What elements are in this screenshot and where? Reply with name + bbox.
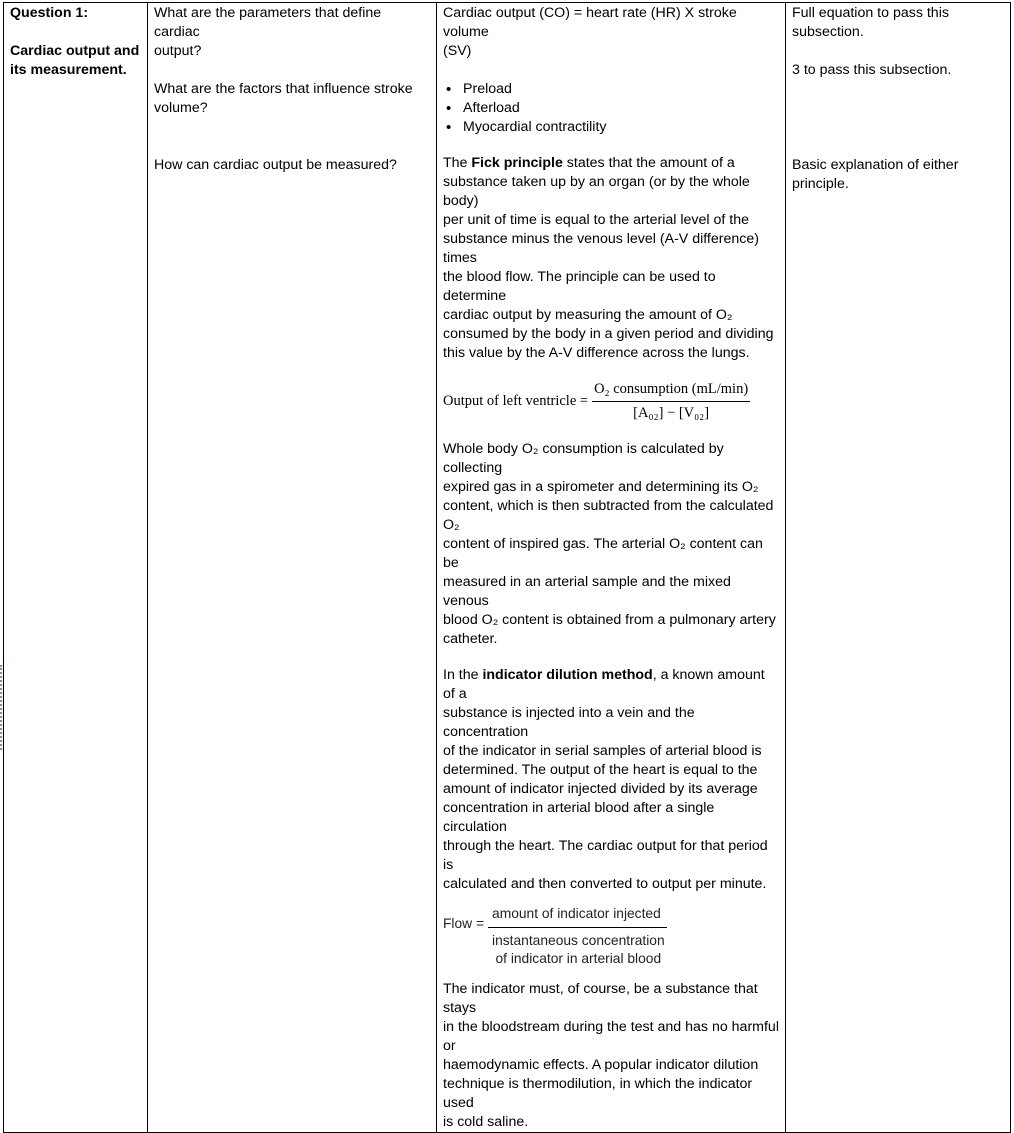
co-equation-line1: Cardiac output (CO) = heart rate (HR) X stroke volume: [443, 5, 737, 40]
marking-criteria-cell: [786, 3, 1011, 1133]
criterion-2: 3 to pass this subsection.: [792, 62, 952, 78]
fick-line-1: The Fick principle states that the amount of a: [443, 155, 735, 171]
subquestion-2-line2: volume?: [154, 100, 208, 116]
flow-denominator-line1: instantaneous concentration: [492, 933, 665, 948]
list-item: • Myocardial contractility: [463, 118, 779, 137]
paragraph-line: blood O₂ content is obtained from a pulmonary artery: [443, 612, 776, 628]
flow-equation-lhs: Flow =: [443, 916, 485, 931]
fick-equation: [443, 380, 779, 423]
criterion-1-line2: subsection.: [792, 24, 864, 40]
fick-numerator: O₂ consumption (mL/min): [592, 380, 750, 402]
paragraph-line: is cold saline.: [443, 1114, 529, 1130]
fick-line: per unit of time is equal to the arterial level of the: [443, 212, 749, 228]
paragraph-line: of the indicator in serial samples of arterial blood is: [443, 743, 762, 759]
indicator-paragraph: [443, 666, 779, 894]
paragraph-line: determined. The output of the heart is equal to the: [443, 762, 758, 778]
list-item: • Afterload: [463, 99, 779, 118]
flow-equation: [443, 904, 779, 968]
paragraph-line: Whole body O₂ consumption is calculated by collecting: [443, 441, 724, 476]
fick-equation-lhs: Output of left ventricle =: [443, 393, 589, 409]
paragraph-line: content of inspired gas. The arterial O₂ content can be: [443, 536, 763, 571]
saline-paragraph: [443, 980, 779, 1132]
question-cell: [4, 3, 148, 1133]
paragraph-line: amount of indicator injected divided by its average: [443, 781, 758, 797]
fick-denominator: [A₀₂] − [V₀₂]: [633, 405, 710, 421]
subquestions-cell: [148, 3, 437, 1133]
paragraph-line: concentration in arterial blood after a single circulation: [443, 800, 715, 835]
fick-line: cardiac output by measuring the amount of O₂: [443, 307, 733, 323]
paragraph-line: content, which is then subtracted from the calculated O₂: [443, 498, 774, 533]
criterion-1-line1: Full equation to pass this: [792, 5, 949, 21]
question-title-line2: its measurement.: [10, 62, 127, 78]
subquestion-1-line1: What are the parameters that define cardiac: [154, 5, 382, 40]
answers-cell: [437, 3, 786, 1133]
flow-numerator: amount of indicator injected: [488, 904, 667, 928]
table-row: [4, 3, 1011, 1133]
paragraph-line: calculated and then converted to output per minute.: [443, 876, 767, 892]
fick-line: this value by the A-V difference across the lungs.: [443, 345, 750, 361]
indicator-line-1: In the indicator dilution method, a known amount of a: [443, 667, 765, 702]
fick-line: substance minus the venous level (A-V difference) times: [443, 231, 759, 266]
paragraph-line: measured in an arterial sample and the mixed venous: [443, 574, 731, 609]
paragraph-line: technique is thermodilution, in which the indicator used: [443, 1076, 753, 1111]
flow-denominator-line2: of indicator in arterial blood: [495, 951, 662, 966]
stroke-volume-factors: [443, 80, 779, 137]
fick-principle-term: Fick principle: [471, 155, 563, 171]
paragraph-line: catheter.: [443, 631, 498, 647]
question-label: Question 1:: [10, 5, 89, 21]
fick-line: consumed by the body in a given period and dividing: [443, 326, 774, 342]
paragraph-line: through the heart. The cardiac output for that period is: [443, 838, 768, 873]
fick-paragraph: [443, 154, 779, 363]
criterion-3-line2: principle.: [792, 176, 849, 192]
subquestion-3: How can cardiac output be measured?: [154, 157, 397, 173]
paragraph-line: in the bloodstream during the test and has no harmful or: [443, 1019, 779, 1054]
criterion-3-line1: Basic explanation of either: [792, 157, 959, 173]
paragraph-line: substance is injected into a vein and the concentration: [443, 705, 695, 740]
list-item: • Preload: [463, 80, 779, 99]
whole-body-paragraph: [443, 440, 779, 649]
subquestion-2-line1: What are the factors that influence stroke: [154, 81, 413, 97]
paragraph-line: The indicator must, of course, be a substance that stays: [443, 981, 758, 1016]
question-title-line1: Cardiac output and: [10, 43, 140, 59]
indicator-method-term: indicator dilution method: [482, 667, 653, 683]
fick-line: substance taken up by an organ (or by the whole body): [443, 174, 750, 209]
subquestion-1-line2: output?: [154, 43, 202, 59]
flow-denominator: [488, 928, 667, 968]
marking-table: [3, 2, 1011, 1133]
fick-fraction: [592, 380, 750, 423]
paragraph-line: expired gas in a spirometer and determining its O₂: [443, 479, 759, 495]
paragraph-line: haemodynamic effects. A popular indicator dilution: [443, 1057, 759, 1073]
co-equation-line2: (SV): [443, 43, 472, 59]
fick-line: the blood flow. The principle can be used to determine: [443, 269, 716, 304]
flow-fraction: [488, 904, 667, 968]
